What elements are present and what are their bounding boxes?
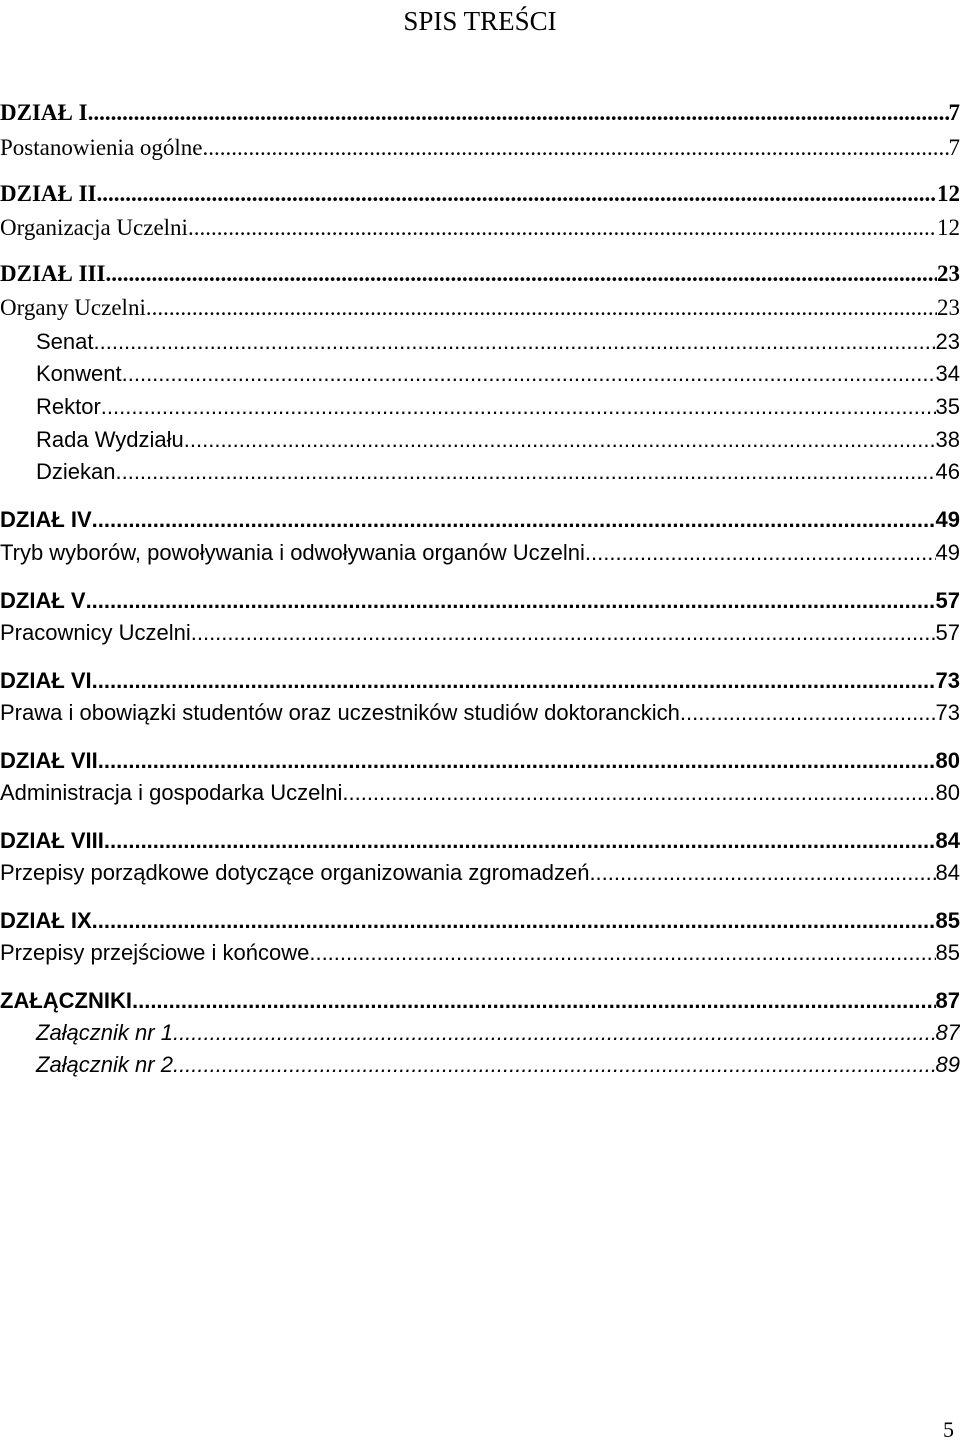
toc-entry-label: DZIAŁ II: [0, 181, 97, 206]
dot-leader: [122, 361, 936, 387]
toc-entry-label: DZIAŁ VIII: [0, 828, 104, 853]
toc-entry-page: 84: [935, 828, 960, 853]
toc-entry-przepisy-przejsciowe[interactable]: [0, 940, 960, 966]
toc-entry-page: 12: [937, 181, 960, 206]
dot-leader: [92, 668, 936, 694]
toc-entry-dzial-6[interactable]: [0, 668, 960, 694]
toc-entry-page: 49: [935, 540, 960, 565]
toc-entry-rada-wydzialu[interactable]: [36, 427, 960, 453]
toc-entry-page: 57: [935, 620, 960, 645]
toc-entry-page: 85: [935, 940, 960, 965]
dot-leader: [589, 860, 935, 886]
toc-entry-page: 85: [935, 908, 960, 933]
toc-entry-page: 73: [935, 700, 960, 725]
toc-entry-label: Postanowienia ogólne: [0, 135, 203, 160]
toc-entry-zalacznik-2[interactable]: [36, 1052, 960, 1078]
toc-entry-label: DZIAŁ VI: [0, 668, 92, 693]
toc-entry-dzial-1[interactable]: [0, 100, 960, 126]
toc-entry-label: Konwent: [36, 361, 122, 386]
dot-leader: [173, 1052, 936, 1078]
dot-leader: [97, 181, 937, 207]
toc-entry-page: 12: [937, 215, 960, 240]
toc-entry-dzial-5[interactable]: [0, 588, 960, 614]
toc-entry-page: 23: [937, 261, 960, 286]
toc-entry-tryb-wyborow[interactable]: [0, 540, 960, 566]
toc-entry-page: 7: [948, 100, 960, 125]
toc-entry-label: Organy Uczelni: [0, 295, 146, 320]
toc-entry-dzial-4[interactable]: [0, 507, 960, 533]
toc-entry-label: Senat: [36, 329, 94, 354]
toc-entry-page: 46: [935, 459, 960, 484]
dot-leader: [86, 588, 936, 614]
dot-leader: [98, 748, 936, 774]
toc-entry-zalaczniki[interactable]: [0, 988, 960, 1014]
dot-leader: [173, 1020, 936, 1046]
toc-entry-label: Administracja i gospodarka Uczelni: [0, 780, 343, 805]
toc-entry-page: 38: [935, 427, 960, 452]
toc-entry-page: 87: [935, 988, 960, 1013]
dot-leader: [92, 507, 936, 533]
toc-entry-dzial-2[interactable]: [0, 181, 960, 207]
toc-entry-page: 87: [935, 1020, 960, 1045]
toc-entry-dzial-8[interactable]: [0, 828, 960, 854]
toc-entry-page: 80: [935, 748, 960, 773]
toc-entry-label: Rektor: [36, 394, 101, 419]
toc-entry-page: 7: [948, 135, 960, 160]
page-title: SPIS TREŚCI: [403, 6, 557, 36]
toc-entry-page: 23: [935, 329, 960, 354]
toc-entry-postanowienia[interactable]: [0, 135, 960, 161]
page-number: 5: [943, 1417, 954, 1442]
toc-entry-label: Tryb wyborów, powoływania i odwoływania organów Uczelni: [0, 540, 585, 565]
toc-entry-senat[interactable]: [36, 329, 960, 355]
toc-entry-organizacja[interactable]: [0, 215, 960, 241]
toc-entry-label: Organizacja Uczelni: [0, 215, 188, 240]
toc-entry-label: DZIAŁ III: [0, 261, 106, 286]
toc-entry-page: 73: [935, 668, 960, 693]
toc-entry-page: 57: [935, 588, 960, 613]
dot-leader: [188, 215, 937, 241]
toc-entry-page: 23: [937, 295, 960, 320]
toc-entry-label: Załącznik nr 2: [36, 1052, 173, 1077]
toc-entry-label: Przepisy przejściowe i końcowe: [0, 940, 310, 965]
toc-entry-label: DZIAŁ IV: [0, 507, 92, 532]
toc-entry-label: DZIAŁ V: [0, 588, 86, 613]
toc-entry-page: 35: [935, 394, 960, 419]
toc-entry-page: 80: [935, 780, 960, 805]
dot-leader: [104, 828, 936, 854]
toc-entry-page: 49: [935, 507, 960, 532]
dot-leader: [132, 988, 936, 1014]
toc-entry-organy[interactable]: [0, 295, 960, 321]
toc-entry-label: ZAŁĄCZNIKI: [0, 988, 132, 1013]
toc-entry-page: 89: [935, 1052, 960, 1077]
dot-leader: [342, 780, 935, 806]
toc-entry-label: Prawa i obowiązki studentów oraz uczestników studiów doktoranckich: [0, 700, 680, 725]
toc-entry-label: Pracownicy Uczelni: [0, 620, 191, 645]
toc-entry-prawa-obowiazki[interactable]: [0, 700, 960, 726]
toc-entry-label: DZIAŁ I: [0, 100, 88, 125]
dot-leader: [115, 459, 935, 485]
dot-leader: [680, 700, 936, 726]
toc-entry-label: Przepisy porządkowe dotyczące organizowania zgromadzeń: [0, 860, 590, 885]
toc-entry-zalacznik-1[interactable]: [36, 1020, 960, 1046]
toc-entry-przepisy-porzadkowe[interactable]: [0, 860, 960, 886]
dot-leader: [309, 940, 935, 966]
toc-entry-rektor[interactable]: [36, 394, 960, 420]
toc-entry-dzial-9[interactable]: [0, 908, 960, 934]
toc-entry-page: 34: [935, 361, 960, 386]
dot-leader: [191, 620, 936, 646]
toc-entry-label: Załącznik nr 1: [36, 1020, 173, 1045]
dot-leader: [585, 540, 936, 566]
toc-entry-konwent[interactable]: [36, 361, 960, 387]
toc-entry-label: Rada Wydziału: [36, 427, 184, 452]
toc-entry-page: 84: [935, 860, 960, 885]
dot-leader: [105, 261, 937, 287]
toc-entry-administracja[interactable]: [0, 780, 960, 806]
toc-entry-label: Dziekan: [36, 459, 116, 484]
toc-entry-dziekan[interactable]: [36, 459, 960, 485]
dot-leader: [92, 908, 936, 934]
dot-leader: [94, 329, 936, 355]
toc-entry-dzial-3[interactable]: [0, 261, 960, 287]
dot-leader: [146, 295, 937, 321]
dot-leader: [88, 100, 949, 126]
toc-entry-pracownicy[interactable]: [0, 620, 960, 646]
dot-leader: [203, 135, 949, 161]
dot-leader: [101, 394, 936, 420]
toc-entry-label: DZIAŁ IX: [0, 908, 92, 933]
toc-entry-label: DZIAŁ VII: [0, 748, 98, 773]
dot-leader: [184, 427, 936, 453]
toc-entry-dzial-7[interactable]: [0, 748, 960, 774]
